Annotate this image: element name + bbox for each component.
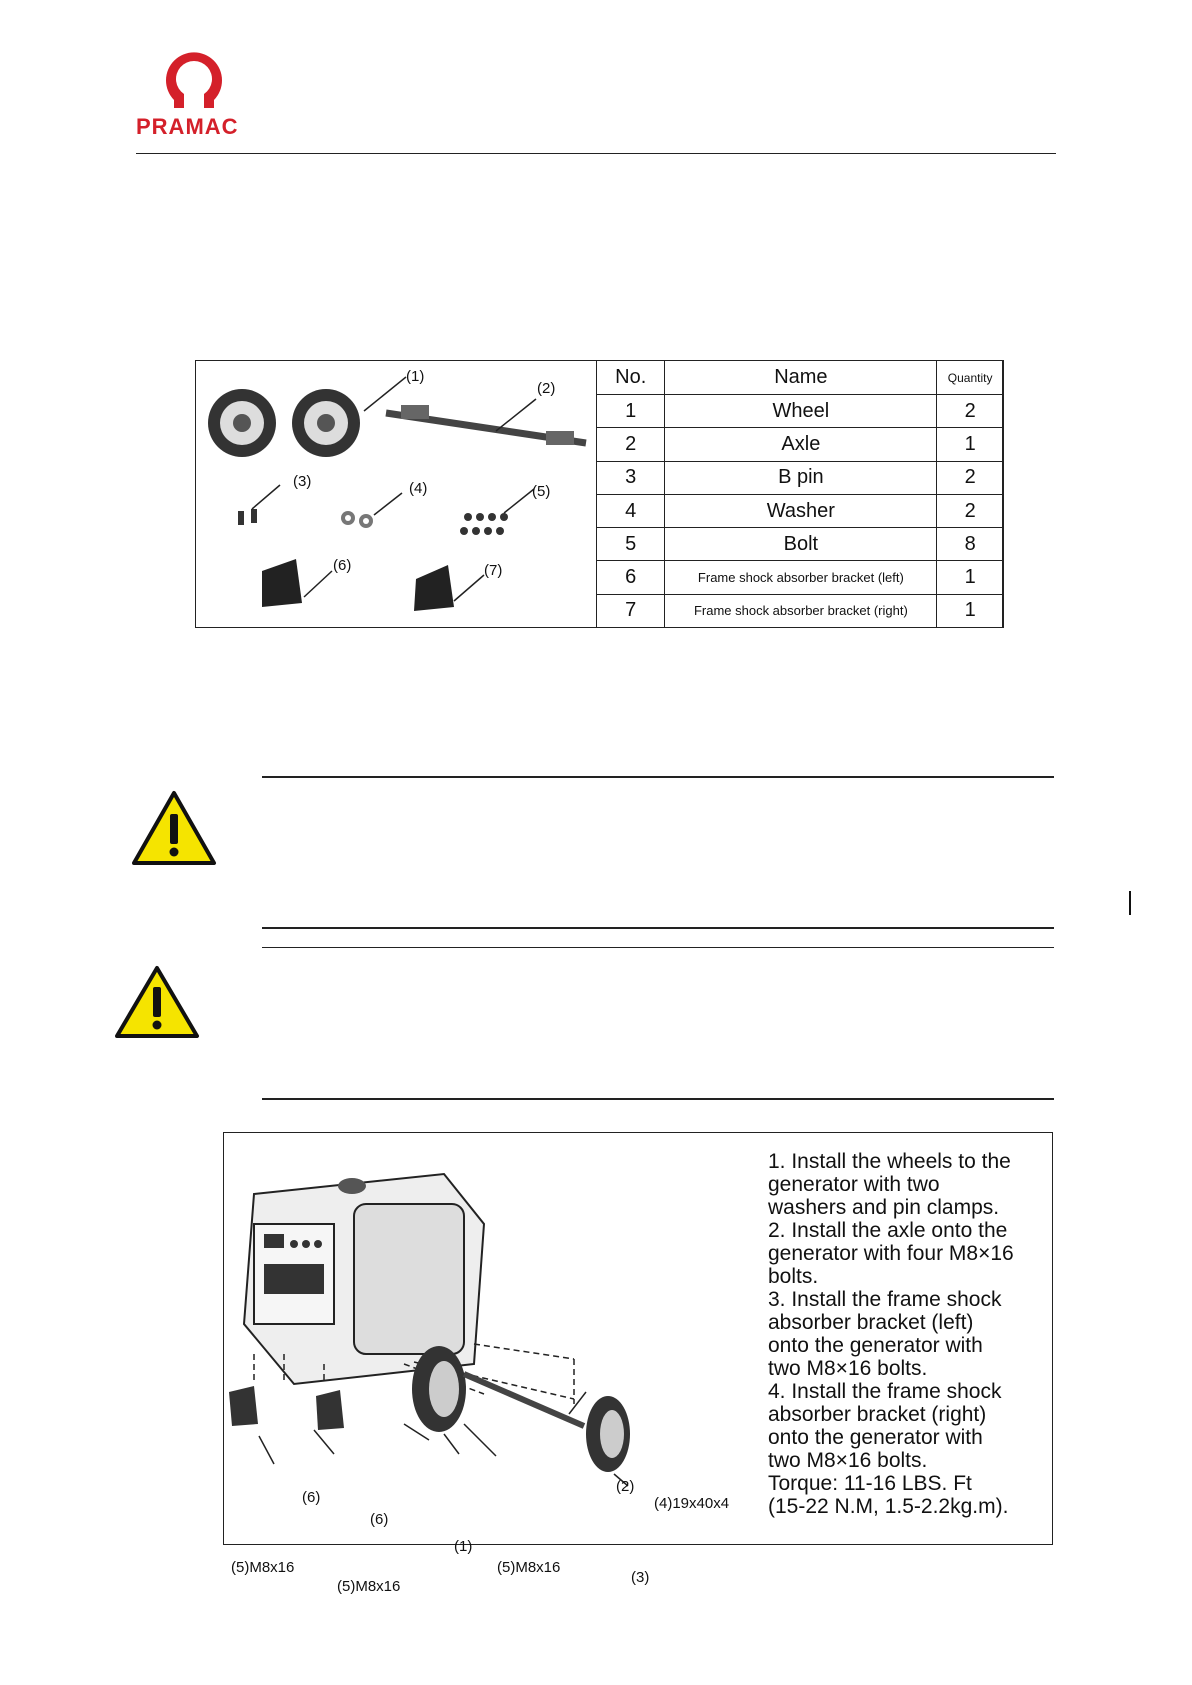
- callout-6: (6): [333, 557, 352, 574]
- row-no: 5: [597, 528, 665, 561]
- row-qty: 2: [937, 461, 1004, 494]
- row-no: 2: [597, 428, 665, 461]
- callout-1: (1): [406, 368, 425, 385]
- row-name: Axle: [665, 428, 937, 461]
- row-no: 1: [597, 395, 665, 428]
- parts-table: [596, 360, 1004, 628]
- row-no: 3: [597, 461, 665, 494]
- callout-4: (4): [409, 480, 428, 497]
- row-name: Frame shock absorber bracket (left): [665, 561, 937, 594]
- row-qty: 1: [937, 428, 1004, 461]
- row-name: Bolt: [665, 528, 937, 561]
- table-row: [597, 561, 1004, 594]
- header-divider: [136, 153, 1056, 154]
- callout-1: (1): [454, 1538, 473, 1555]
- warning-1-bottom-rule: [262, 927, 1054, 929]
- table-row: [597, 461, 1004, 494]
- b-pin-illustration: [238, 509, 257, 525]
- header-name: Name: [665, 361, 937, 395]
- warning-1-top-rule: [262, 776, 1054, 778]
- brand-logo: [136, 50, 266, 140]
- warning-triangle-icon: [114, 965, 200, 1039]
- table-row: [597, 428, 1004, 461]
- callout-6a: (6): [302, 1489, 321, 1506]
- table-row: [597, 594, 1004, 627]
- row-name: Frame shock absorber bracket (right): [665, 594, 937, 627]
- callout-6b: (6): [370, 1511, 389, 1528]
- table-row: [597, 395, 1004, 428]
- warning-triangle-icon: [131, 790, 217, 866]
- bolt-illustration: [460, 513, 508, 535]
- bracket-illustration: [262, 559, 454, 611]
- row-qty: 8: [937, 528, 1004, 561]
- callout-5a: (5)M8x16: [231, 1559, 295, 1576]
- axle-illustration: [386, 405, 586, 445]
- axle-illustration: [464, 1374, 584, 1426]
- callout-3: (3): [631, 1569, 650, 1586]
- callout-5b: (5)M8x16: [337, 1578, 401, 1595]
- table-row: [597, 494, 1004, 527]
- callout-7: (7): [484, 562, 503, 579]
- callout-2: (2): [537, 380, 556, 397]
- brand-name: PRAMAC: [136, 114, 239, 139]
- washer-illustration: [341, 511, 373, 528]
- row-no: 7: [597, 594, 665, 627]
- row-qty: 2: [937, 395, 1004, 428]
- pramac-emblem-icon: [136, 50, 266, 112]
- row-qty: 1: [937, 561, 1004, 594]
- row-no: 4: [597, 494, 665, 527]
- callout-4: (4)19x40x4: [654, 1495, 730, 1512]
- assembly-instructions: 1. Install the wheels to the generator with two washers and pin clamps. 2. Install the axle onto the generator with four M8×16 bolts. 3. Install the frame shock absorber bracket (left) onto the generator with two M8×16 bolts. 4. Install the frame shock absorber bracket (right) onto the generator with two M8×16 bolts. Torque: 11-16 LBS. Ft (15-22 N.M, 1.5-2.2kg.m).: [768, 1150, 1014, 1518]
- header-quantity: Quantity: [937, 361, 1004, 395]
- wheel-illustration: [412, 1346, 630, 1472]
- wheel-illustration: [208, 389, 360, 457]
- callout-3: (3): [293, 473, 312, 490]
- row-qty: 1: [937, 594, 1004, 627]
- header-no: No.: [597, 361, 665, 395]
- callout-5c: (5)M8x16: [497, 1559, 561, 1576]
- callout-2: (2): [616, 1478, 635, 1495]
- warning-2-top-rule: [262, 947, 1054, 948]
- row-no: 6: [597, 561, 665, 594]
- row-name: Wheel: [665, 395, 937, 428]
- assembly-illustration: [224, 1134, 754, 1534]
- callout-5: (5): [532, 483, 551, 500]
- text-cursor: [1129, 891, 1131, 915]
- warning-2-bottom-rule: [262, 1098, 1054, 1100]
- table-row: [597, 528, 1004, 561]
- row-name: Washer: [665, 494, 937, 527]
- row-qty: 2: [937, 494, 1004, 527]
- bracket-illustration: [229, 1386, 344, 1430]
- row-name: B pin: [665, 461, 937, 494]
